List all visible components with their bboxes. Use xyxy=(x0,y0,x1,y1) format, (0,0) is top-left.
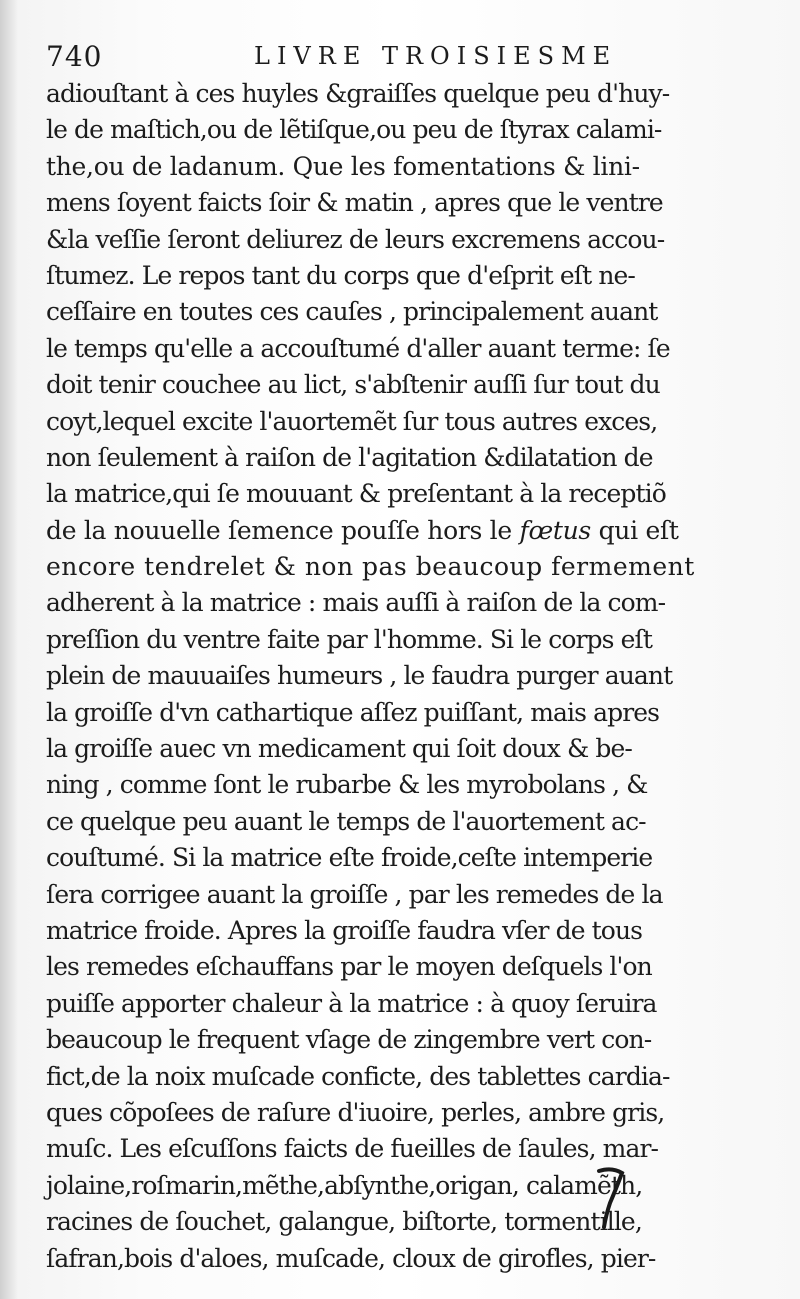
text-line: adherent à la matrice : mais auſſi à raiſon de la com- xyxy=(46,588,666,618)
page-header xyxy=(46,36,766,76)
text-line: jolaine,roſmarin,mẽthe,abſynthe,origan, calamẽth, xyxy=(46,1170,643,1200)
running-head: LIVRE TROISIESME xyxy=(254,42,618,70)
text-line: preſſion du ventre faite par l'homme. Si le corps eſt xyxy=(46,624,653,654)
text-line: couſtumé. Si la matrice eſte froide,ceſte intemperie xyxy=(46,843,653,873)
text-line: ceſſaire en toutes ces cauſes , principalement auant xyxy=(46,297,658,327)
text-line: doit tenir couchee au lict, s'abſtenir auſſi ſur tout du xyxy=(46,370,660,400)
text-line-start: de la nouuelle ſemence pouſſe hors le xyxy=(46,515,512,545)
page-number: 740 xyxy=(46,40,103,73)
text-line xyxy=(46,513,760,549)
text-line: &la veſſie ſeront deliurez de leurs excremens accou- xyxy=(46,224,665,254)
text-line: plein de mauuaiſes humeurs , le faudra purger auant xyxy=(46,661,673,691)
text-line: les remedes eſchauffans par le moyen deſquels l'on xyxy=(46,952,652,982)
text-line: adiouſtant à ces huyles &graiſſes quelque peu d'huy- xyxy=(46,79,670,108)
text-line: la matrice,qui ſe mouuant & preſentant à la receptiõ xyxy=(46,479,666,509)
text-line: encore tendrelet & non pas beaucoup fermement xyxy=(46,552,695,582)
handwritten-ink-mark xyxy=(596,1165,626,1231)
text-line: ſafran,bois d'aloes, muſcade, cloux de girofles, pier- xyxy=(46,1243,656,1273)
text-line: le temps qu'elle a accouſtumé d'aller auant terme: ſe xyxy=(46,333,670,363)
page-gutter-shadow xyxy=(0,0,18,1299)
text-line: la groiſſe d'vn cathartique aſſez puiſſant, mais apres xyxy=(46,697,660,727)
text-line: the,ou de ladanum. Que les fomentations & lini- xyxy=(46,151,640,181)
text-line: racines de ſouchet, galangue, biſtorte, tormentille, xyxy=(46,1207,642,1237)
text-line: ſtumez. Le repos tant du corps que d'eſprit eſt ne- xyxy=(46,260,635,290)
italic-word: fœtus xyxy=(519,515,591,545)
text-line: ning , comme ſont le rubarbe & les myrobolans , & xyxy=(46,770,648,800)
body-text xyxy=(46,76,760,1277)
text-line: fict,de la noix muſcade confictе, des tablettes cardia- xyxy=(46,1061,670,1091)
text-line: puiſſe apporter chaleur à la matrice : à quoy ſeruira xyxy=(46,988,657,1018)
text-line: muſc. Les eſcuſſons faicts de fueilles de ſaules, mar- xyxy=(46,1134,659,1164)
text-line: beaucoup le frequent vſage de zingembre vert con- xyxy=(46,1025,652,1055)
text-line: ce quelque peu auant le temps de l'auortement ac- xyxy=(46,806,646,836)
text-line: non ſeulement à raiſon de l'agitation &dilatation de xyxy=(46,442,653,472)
text-line: ſera corrigee auant la groiſſe , par les remedes de la xyxy=(46,879,663,909)
text-line: la groiſſe auec vn medicament qui ſoit doux & be- xyxy=(46,734,632,764)
text-line-end: qui eſt xyxy=(590,515,679,545)
text-line: mens ſoyent faicts ſoir & matin , apres que le ventre xyxy=(46,188,663,218)
text-line: le de maſtich,ou de lẽtiſque,ou peu de ſtyrax calami- xyxy=(46,115,662,145)
text-line: ques cõpoſees de raſure d'iuoire, perles, ambre gris, xyxy=(46,1097,665,1127)
text-line: matrice froide. Apres la groiſſe faudra vſer de tous xyxy=(46,915,643,945)
text-line: coyt,lequel excite l'auortemẽt ſur tous autres exces, xyxy=(46,406,658,436)
